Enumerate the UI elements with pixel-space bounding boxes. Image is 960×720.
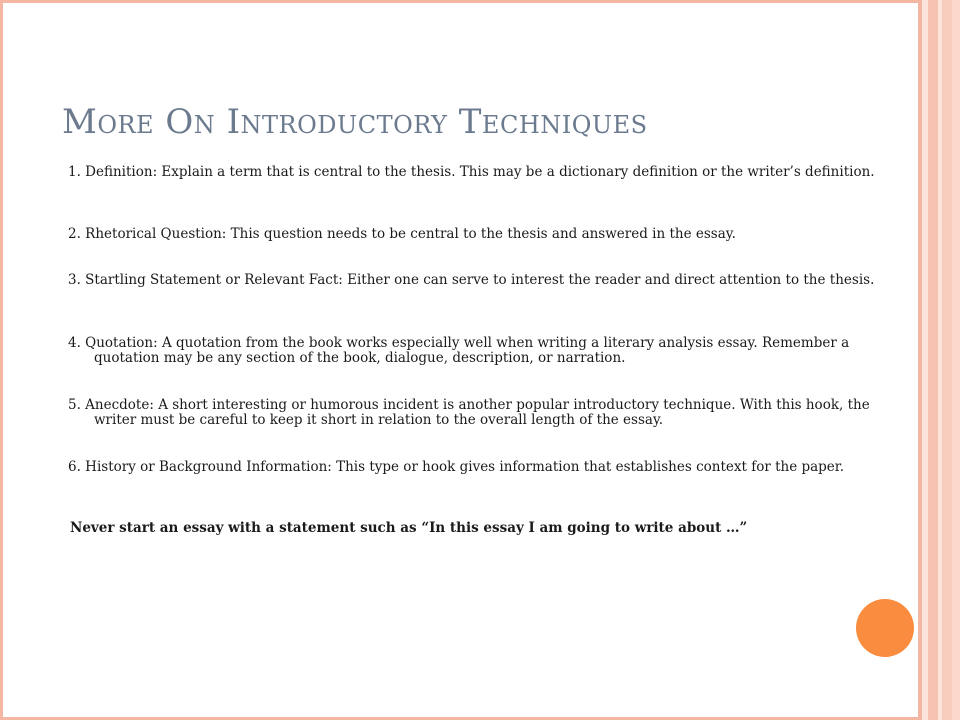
decorative-side-bars [918,0,960,720]
side-bar [942,0,952,720]
list-item: 6. History or Background Information: This type or hook gives information that establishes context for the paper. [68,459,845,475]
closing-note: Never start an essay with a statement such as “In this essay I am going to write about …” [70,520,748,536]
list-item: 5. Anecdote: A short interesting or humorous incident is another popular introductory technique. With this hook, the writer must be careful to keep it short in relation to the overall length of the essay. [68,397,870,428]
list-item: 1. Definition: Explain a term that is central to the thesis. This may be a dictionary definition or the writer’s definition. [68,164,875,180]
list-item: 3. Startling Statement or Relevant Fact: Either one can serve to interest the reader and direct attention to the thesis. [68,272,875,288]
slide-title: More On Introductory Techniques [62,102,648,142]
side-bar [928,0,938,720]
side-bar [952,0,960,720]
decorative-orange-circle [856,599,914,657]
list-item: 2. Rhetorical Question: This question needs to be central to the thesis and answered in the essay. [68,226,736,242]
list-item: 4. Quotation: A quotation from the book works especially well when writing a literary analysis essay. Remember a quotation may be any section of the book, dialogue, description, or narration. [68,335,850,366]
